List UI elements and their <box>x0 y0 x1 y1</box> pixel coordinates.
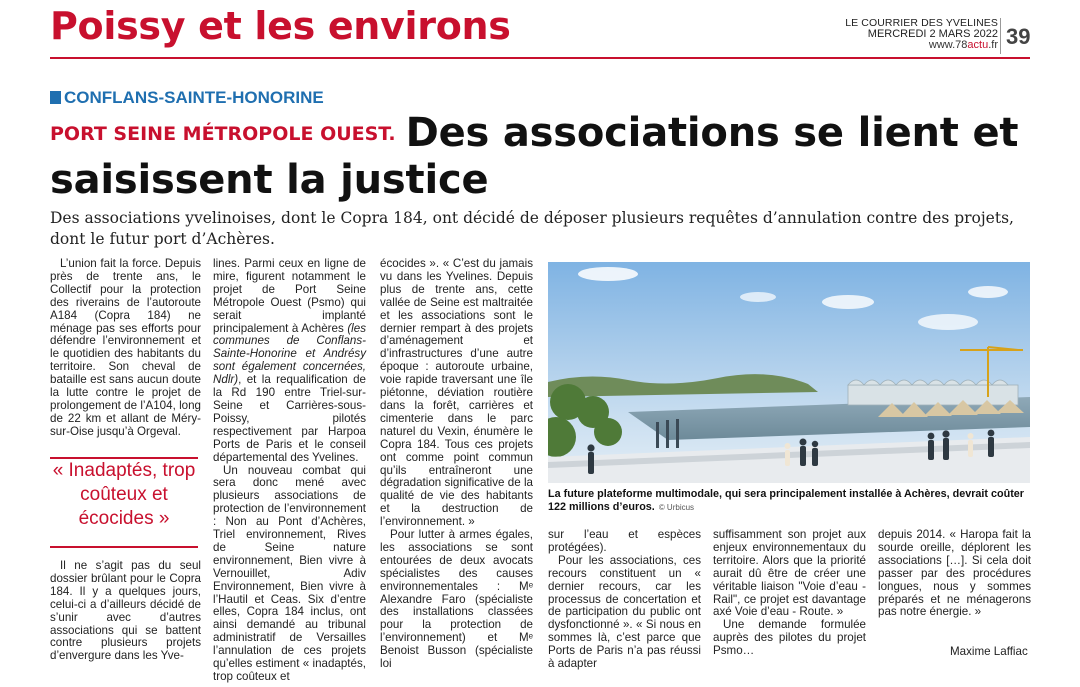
paragraph: sur l’eau et espèces protégées). <box>548 528 701 554</box>
page-number-divider <box>1000 18 1001 54</box>
body-column-3 <box>380 258 533 671</box>
headline <box>50 110 1040 203</box>
body-column-2 <box>213 258 366 684</box>
pullquote: « Inadaptés, trop coûteux et écocides » <box>52 460 196 529</box>
author-signature: Maxime Laffiac <box>950 645 1028 658</box>
paragraph: Une demande formulée auprès des pilotes du projet Psmo… <box>713 618 866 658</box>
paragraph: Pour lutter à armes égales, les associations se sont entourées de deux avocats spécialistes des causes environnementales : Mᵉ Alexandre Faro (spécialiste des installations classées pour la protection de l’environnement) et Mᵉ Benoist Busson (spécialiste loi <box>380 528 533 671</box>
section-title: Poissy et les environs <box>50 4 511 48</box>
body-column-1 <box>50 258 201 439</box>
body-column-5 <box>713 529 866 658</box>
paragraph: L’union fait la force. Depuis près de trente ans, le Collectif pour la protection des riverains de l’autoroute A184 (Copra 184) ne ménage pas ses efforts pour défendre l’environnement et le quotidien des habitants du territoire. Son cheval de bataille est sans aucun doute la lutte contre le projet de prolongement de l’A104, long de 22 km et allant de Méry-sur-Oise jusqu’à Orgeval. <box>50 257 201 438</box>
issue-date: MERCREDI 2 MARS 2022 <box>867 28 998 40</box>
port-illustration <box>548 262 1030 483</box>
location-label: CONFLANS-SAINTE-HONORINE <box>64 88 324 107</box>
standfirst: Des associations yvelinoises, dont le Copra 184, ont décidé de déposer plusieurs requêtes d’annulation contre des projets, dont le futur port d’Achères. <box>50 209 1014 248</box>
paragraph: Un nouveau combat qui sera donc mené avec plusieurs associations de protection de l’environnement : Non au Pont d’Achères, Triel environnement, Rives de Seine nature environnement, Bien vivre à Vernouillet, Adiv Environnement, Bien vivre à l’Hautil et Ceas. Six d’entre elles, Copra 184 inclus, ont ainsi demandé au tribunal administratif de Versailles l’annulation de ces projets qu’elles estiment « inadaptés, trop coûteux et <box>213 463 366 683</box>
paragraph: depuis 2014. « Haropa fait la sourde oreille, déplorent les associations […]. Si cela doit passer par des procédures longues, nous y sommes préparés et ne ménagerons pas notre énergie. » <box>878 528 1031 619</box>
body-column-4 <box>548 529 701 671</box>
page-number: 39 <box>1006 24 1031 49</box>
photo-credit: © Urbicus <box>658 503 695 512</box>
paragraph: lines. Parmi ceux en ligne de mire, figurent notamment le projet de Port Seine Métropole Ouest (Psmo) qui serait implanté principalement à Achères (les communes de Conflans-Sainte-Honorine et Andrésy sont également concernées, Ndlr), et la requalification de la Rd 190 entre Triel-sur-Seine et Carrières-sous-Poissy, pilotés respectivement par Harpoa Ports de Paris et le conseil départemental des Yvelines. <box>213 257 366 464</box>
paragraph: Il ne s’agit pas du seul dossier brûlant pour le Copra 184. Il y a quelques jours, celui-ci a d’ailleurs décidé de s’unir avec d’autres associations qui se battent contre plusieurs projets d’envergure dans les Yve- <box>50 559 201 663</box>
subject-label: PORT SEINE MÉTROPOLE OUEST. <box>50 123 396 145</box>
location-kicker <box>50 88 324 108</box>
article-photo <box>548 262 1030 483</box>
headline-text: Des associations se lient et saisissent la justice <box>50 110 1019 203</box>
body-column-1-continued <box>50 560 201 663</box>
header-rule <box>50 57 1030 59</box>
masthead <box>845 18 998 51</box>
paragraph: Pour les associations, ces recours constituent un « dernier recours, car les processus de concertation et de participation du public ont dysfonctionné ». « Si nous en sommes là, c’est parce que Ports de Paris n’a pas réussi à adapter <box>548 553 701 671</box>
pullquote-rule-bottom <box>50 546 198 548</box>
photo-caption: La future plateforme multimodale, qui sera principalement installée à Achères, devrait coûter 122 millions d’euros. © Urbicus <box>548 488 1025 513</box>
website-link[interactable]: www.78actu.fr <box>928 39 998 51</box>
paragraph: écocides ». « C’est du jamais vu dans les Yvelines. Depuis plus de trente ans, cette vallée de Seine est maltraitée et les associations sont le dernier rempart à des projets d’aménagement et d’infrastructures d’une autre époque : autoroute urbaine, voie rapide traversant une île piétonne, déviation routière dans la forêt, carrières et cimenterie dans le parc naturel du Vexin, énumère le Copra 184. Tous ces projets ont comme point commun qu’ils entraîneront une dégradation significative de la qualité de vie des habitants et la destruction de l’environnement. » <box>380 257 533 529</box>
newspaper-name: LE COURRIER DES YVELINES <box>845 17 998 29</box>
body-column-6 <box>878 529 1031 619</box>
paragraph: suffisamment son projet aux enjeux environnementaux du territoire. Alors que la priorité aurait dû être de créer une véritable liaison "Voie d’eau - Rail", ce projet est davantage axé Voie d’eau - Route. » <box>713 528 866 619</box>
square-bullet-icon <box>50 91 61 104</box>
